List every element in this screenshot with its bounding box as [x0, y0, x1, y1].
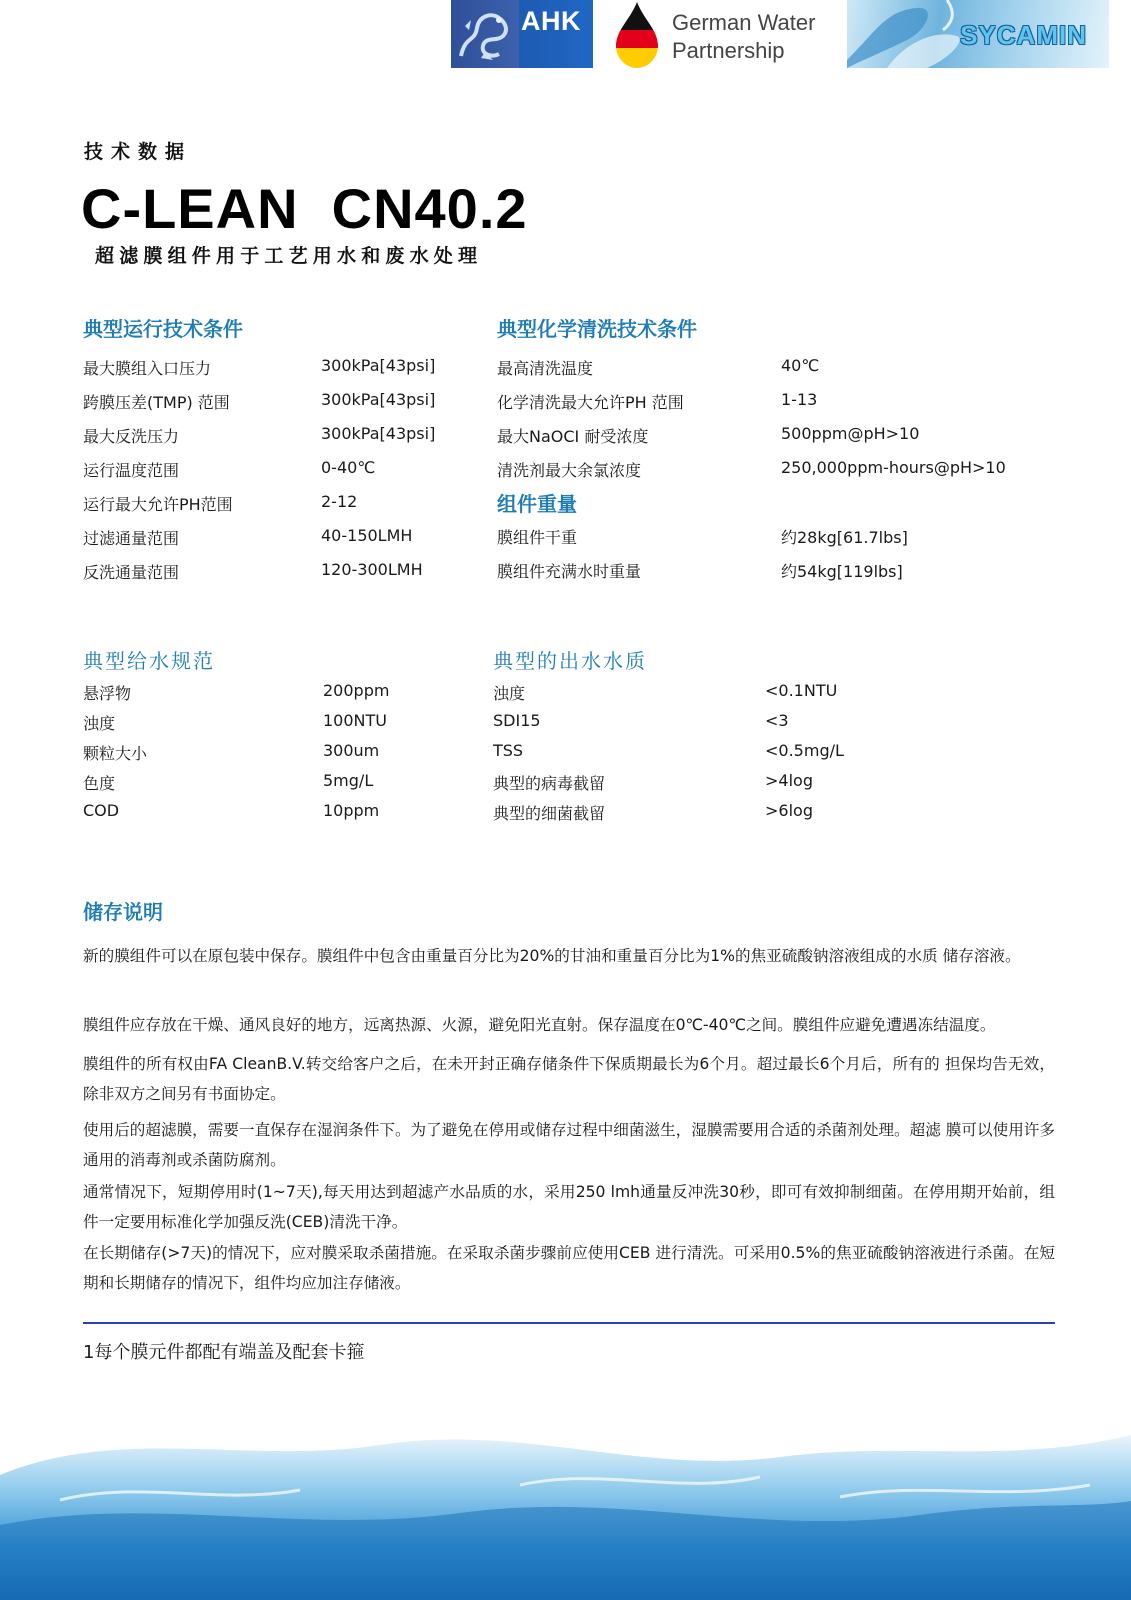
row-label: 悬浮物 — [83, 684, 132, 703]
storage-paragraph: 膜组件的所有权由FA CleanB.V.转交给客户之后，在未开封正确存储条件下保质期最长为6个月。超过最长6个月后，所有的 担保均告无效，除非双方之间另有书面协定。 — [83, 1055, 1055, 1103]
row-value: 约54kg[119lbs] — [781, 562, 903, 581]
chemical-cleaning-title: 典型化学清洗技术条件 — [497, 317, 697, 341]
row-label: 化学清洗最大允许PH 范围 — [497, 393, 684, 412]
row-label: 运行温度范围 — [83, 461, 180, 480]
row-label: 膜组件干重 — [497, 528, 578, 547]
module-weight-table — [497, 525, 1057, 595]
row-value: 500ppm@pH>10 — [781, 424, 920, 443]
row-label: 反洗通量范围 — [83, 563, 180, 582]
row-label: 浊度 — [493, 684, 526, 703]
storage-paragraph: 在长期储存(>7天)的情况下，应对膜采取杀菌措施。在采取杀菌步骤前应使用CEB 进行清洗。可采用0.5%的焦亚硫酸钠溶液进行杀菌。在短期和长期储存的情况下，组件均应加注存储液。 — [83, 1244, 1055, 1292]
row-label: 颗粒大小 — [83, 744, 148, 763]
storage-paragraph: 通常情况下，短期停用时(1~7天),每天用达到超滤产水品质的水，采用250 lmh通量反冲洗30秒，即可有效抑制细菌。在停用期开始前，组件一定要用标准化学加强反洗(CEB)清洗干净。 — [83, 1183, 1055, 1231]
row-value: 2-12 — [321, 492, 358, 511]
row-label: 膜组件充满水时重量 — [497, 562, 642, 581]
row-value: 40-150LMH — [321, 526, 413, 545]
feed-water-table — [83, 681, 463, 841]
operating-conditions-title: 典型运行技术条件 — [83, 317, 243, 341]
row-value: <3 — [765, 711, 789, 730]
storage-paragraph: 膜组件应存放在干燥、通风良好的地方，远离热源、火源，避免阳光直射。保存温度在0℃-40℃之间。膜组件应避免遭遇冻结温度。 — [83, 1016, 996, 1034]
row-value: 100NTU — [323, 711, 387, 730]
water-drop-icon — [612, 0, 662, 70]
row-value: 300um — [323, 741, 380, 760]
row-value: <0.1NTU — [765, 681, 838, 700]
row-value: 200ppm — [323, 681, 390, 700]
module-weight-title: 组件重量 — [497, 492, 577, 516]
row-label: 跨膜压差(TMP) 范围 — [83, 393, 230, 412]
ahk-logo-text: AHK — [521, 6, 581, 36]
storage-paragraph: 新的膜组件可以在原包装中保存。膜组件中包含由重量百分比为20%的甘油和重量百分比为1%的焦亚硫酸钠溶液组成的水质 储存溶液。 — [83, 947, 1021, 965]
row-value: 120-300LMH — [321, 560, 423, 579]
row-label: 典型的病毒截留 — [493, 774, 606, 793]
document-label: 技术数据 — [84, 141, 193, 163]
product-subtitle: 超滤膜组件用于工艺用水和废水处理 — [95, 245, 483, 267]
feed-water-title: 典型给水规范 — [83, 649, 215, 673]
divider — [83, 1322, 1055, 1324]
row-value: 250,000ppm-hours@pH>10 — [781, 458, 1006, 477]
gwp-logo-line2: Partnership — [672, 38, 785, 63]
ahk-logo — [451, 0, 593, 68]
row-value: >4log — [765, 771, 813, 790]
row-value: 5mg/L — [323, 771, 374, 790]
row-label: 运行最大允许PH范围 — [83, 495, 233, 514]
row-label: 最大NaOCI 耐受浓度 — [497, 427, 649, 446]
row-label: 最大反洗压力 — [83, 427, 180, 446]
dragon-icon — [455, 6, 515, 62]
product-title: C-LEAN CN40.2 — [81, 177, 528, 240]
row-label: 清洗剂最大余氯浓度 — [497, 461, 642, 480]
footnote: 1每个膜元件都配有端盖及配套卡箍 — [83, 1342, 365, 1363]
row-value: 约28kg[61.7lbs] — [781, 528, 908, 547]
row-value: <0.5mg/L — [765, 741, 844, 760]
row-label: 过滤通量范围 — [83, 529, 180, 548]
row-label: 典型的细菌截留 — [493, 804, 606, 823]
row-label: 最大膜组入口压力 — [83, 359, 212, 378]
effluent-quality-table — [493, 681, 1053, 841]
row-label: COD — [83, 801, 120, 820]
gwp-logo-line1: German Water — [672, 10, 816, 35]
storage-title: 储存说明 — [83, 900, 163, 924]
row-label: TSS — [493, 741, 524, 760]
operating-conditions-table — [83, 356, 463, 596]
chemical-cleaning-table — [497, 356, 1057, 496]
row-value: 300kPa[43psi] — [321, 424, 436, 443]
row-value: 300kPa[43psi] — [321, 356, 436, 375]
row-label: 浊度 — [83, 714, 116, 733]
storage-paragraph: 使用后的超滤膜，需要一直保存在湿润条件下。为了避免在停用或储存过程中细菌滋生，湿膜需要用合适的杀菌剂处理。超滤 膜可以使用许多通用的消毒剂或杀菌防腐剂。 — [83, 1121, 1055, 1169]
row-label: 最高清洗温度 — [497, 359, 594, 378]
row-value: 40℃ — [781, 356, 820, 375]
row-value: 1-13 — [781, 390, 818, 409]
sycamin-logo-text: SYCAMIN — [960, 20, 1087, 50]
row-label: 色度 — [83, 774, 116, 793]
german-water-partnership-logo — [612, 0, 832, 72]
row-label: SDI15 — [493, 711, 541, 730]
row-value: 0-40℃ — [321, 458, 376, 477]
row-value: 10ppm — [323, 801, 380, 820]
effluent-quality-title: 典型的出水水质 — [493, 649, 647, 673]
row-value: 300kPa[43psi] — [321, 390, 436, 409]
row-value: >6log — [765, 801, 813, 820]
water-wave-image — [0, 1405, 1131, 1600]
sycamin-logo — [847, 0, 1109, 68]
